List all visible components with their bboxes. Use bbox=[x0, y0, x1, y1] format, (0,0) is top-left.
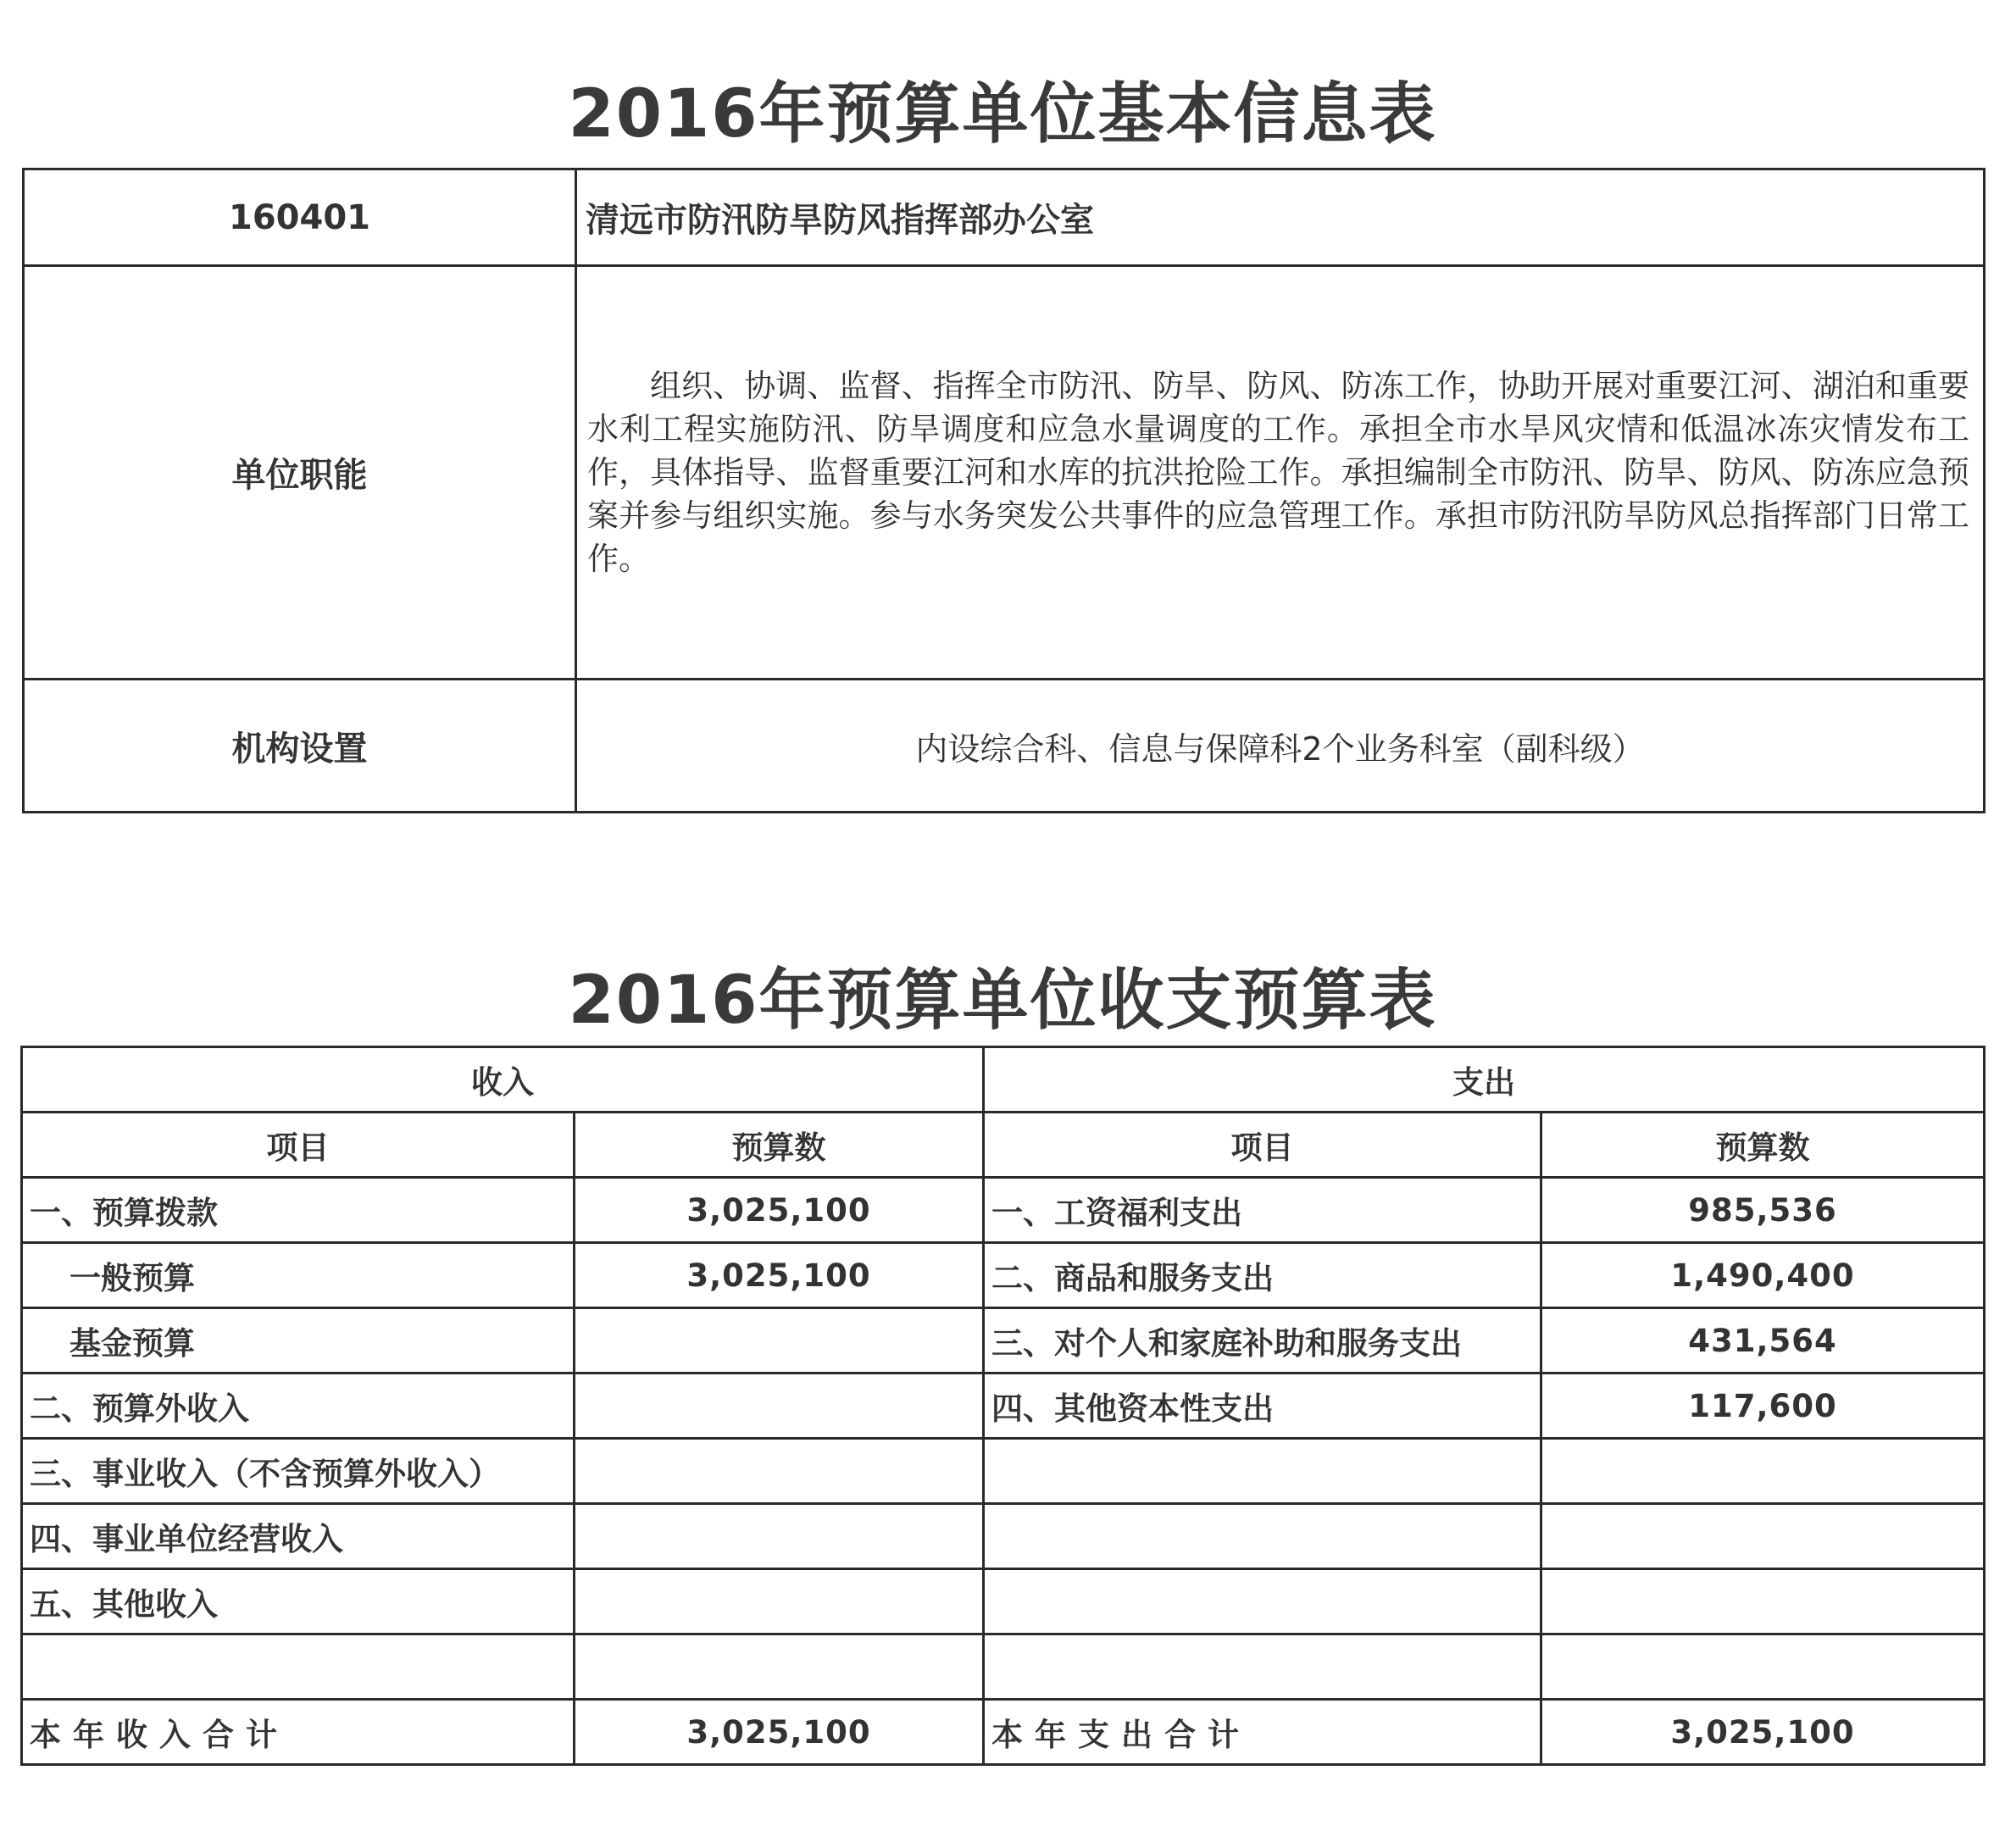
basic-info-title: 2016年预算单位基本信息表 bbox=[568, 76, 1437, 153]
expense-item bbox=[984, 1634, 1541, 1700]
table-row bbox=[22, 1243, 1985, 1308]
table-row bbox=[22, 1374, 1985, 1439]
table-row bbox=[22, 1178, 1985, 1243]
total-row bbox=[22, 1700, 1985, 1765]
expense-amount bbox=[1541, 1504, 1985, 1569]
income-amount bbox=[575, 1439, 984, 1504]
income-amount bbox=[575, 1569, 984, 1634]
expense-item: 四、其他资本性支出 bbox=[984, 1374, 1541, 1439]
table-row bbox=[22, 1569, 1985, 1634]
income-amount-header: 预算数 bbox=[575, 1113, 984, 1178]
expense-amount: 1,490,400 bbox=[1541, 1243, 1985, 1308]
income-item: 基金预算 bbox=[22, 1308, 575, 1374]
expense-total-label: 本年支出合计 bbox=[984, 1700, 1541, 1765]
budget-title: 2016年预算单位收支预算表 bbox=[568, 963, 1437, 1039]
income-item: 一、预算拨款 bbox=[22, 1178, 575, 1243]
function-text: 组织、协调、监督、指挥全市防汛、防旱、防风、防冻工作，协助开展对重要江河、湖泊和重要水利工程实施防汛、防旱调度和应急水量调度的工作。承担全市水旱风灾情和低温冰冻灾情发布工作，具体指导、监督重要江河和水库的抗洪抢险工作。承担编制全市防汛、防旱、防风、防冻应急预案并参与组织实施。参与水务突发公共事件的应急管理工作。承担市防汛防旱防风总指挥部门日常工作。 bbox=[576, 266, 1985, 680]
income-item: 三、事业收入（不含预算外收入） bbox=[22, 1439, 575, 1504]
expense-total-amount: 3,025,100 bbox=[1541, 1700, 1985, 1765]
table-row bbox=[22, 1308, 1985, 1374]
expense-item bbox=[984, 1439, 1541, 1504]
expense-item-header: 项目 bbox=[984, 1113, 1541, 1178]
income-header: 收入 bbox=[22, 1047, 984, 1113]
table-row bbox=[22, 1504, 1985, 1569]
org-text: 内设综合科、信息与保障科2个业务科室（副科级） bbox=[576, 680, 1985, 813]
income-item: 五、其他收入 bbox=[22, 1569, 575, 1634]
income-total-label: 本年收入合计 bbox=[22, 1700, 575, 1765]
budget-header-row bbox=[22, 1047, 1985, 1113]
income-total-amount: 3,025,100 bbox=[575, 1700, 984, 1765]
basic-info-table bbox=[22, 168, 1986, 813]
income-item bbox=[22, 1634, 575, 1700]
expense-header: 支出 bbox=[984, 1047, 1985, 1113]
expense-amount bbox=[1541, 1439, 1985, 1504]
expense-item: 三、对个人和家庭补助和服务支出 bbox=[984, 1308, 1541, 1374]
income-amount bbox=[575, 1374, 984, 1439]
table-row bbox=[22, 1634, 1985, 1700]
table-row bbox=[22, 1439, 1985, 1504]
org-label: 机构设置 bbox=[24, 680, 576, 813]
income-amount bbox=[575, 1634, 984, 1700]
expense-item bbox=[984, 1569, 1541, 1634]
expense-amount: 431,564 bbox=[1541, 1308, 1985, 1374]
function-label: 单位职能 bbox=[24, 266, 576, 680]
income-amount bbox=[575, 1308, 984, 1374]
income-amount: 3,025,100 bbox=[575, 1178, 984, 1243]
unit-code: 160401 bbox=[24, 169, 576, 266]
unit-name: 清远市防汛防旱防风指挥部办公室 bbox=[576, 169, 1985, 266]
expense-item: 二、商品和服务支出 bbox=[984, 1243, 1541, 1308]
income-amount bbox=[575, 1504, 984, 1569]
expense-amount: 117,600 bbox=[1541, 1374, 1985, 1439]
expense-amount: 985,536 bbox=[1541, 1178, 1985, 1243]
expense-amount bbox=[1541, 1634, 1985, 1700]
income-item: 四、事业单位经营收入 bbox=[22, 1504, 575, 1569]
expense-amount bbox=[1541, 1569, 1985, 1634]
budget-subheader-row bbox=[22, 1113, 1985, 1178]
income-amount: 3,025,100 bbox=[575, 1243, 984, 1308]
income-item: 二、预算外收入 bbox=[22, 1374, 575, 1439]
expense-item bbox=[984, 1504, 1541, 1569]
income-item-header: 项目 bbox=[22, 1113, 575, 1178]
expense-item: 一、工资福利支出 bbox=[984, 1178, 1541, 1243]
income-item: 一般预算 bbox=[22, 1243, 575, 1308]
expense-amount-header: 预算数 bbox=[1541, 1113, 1985, 1178]
budget-table bbox=[20, 1046, 1986, 1766]
